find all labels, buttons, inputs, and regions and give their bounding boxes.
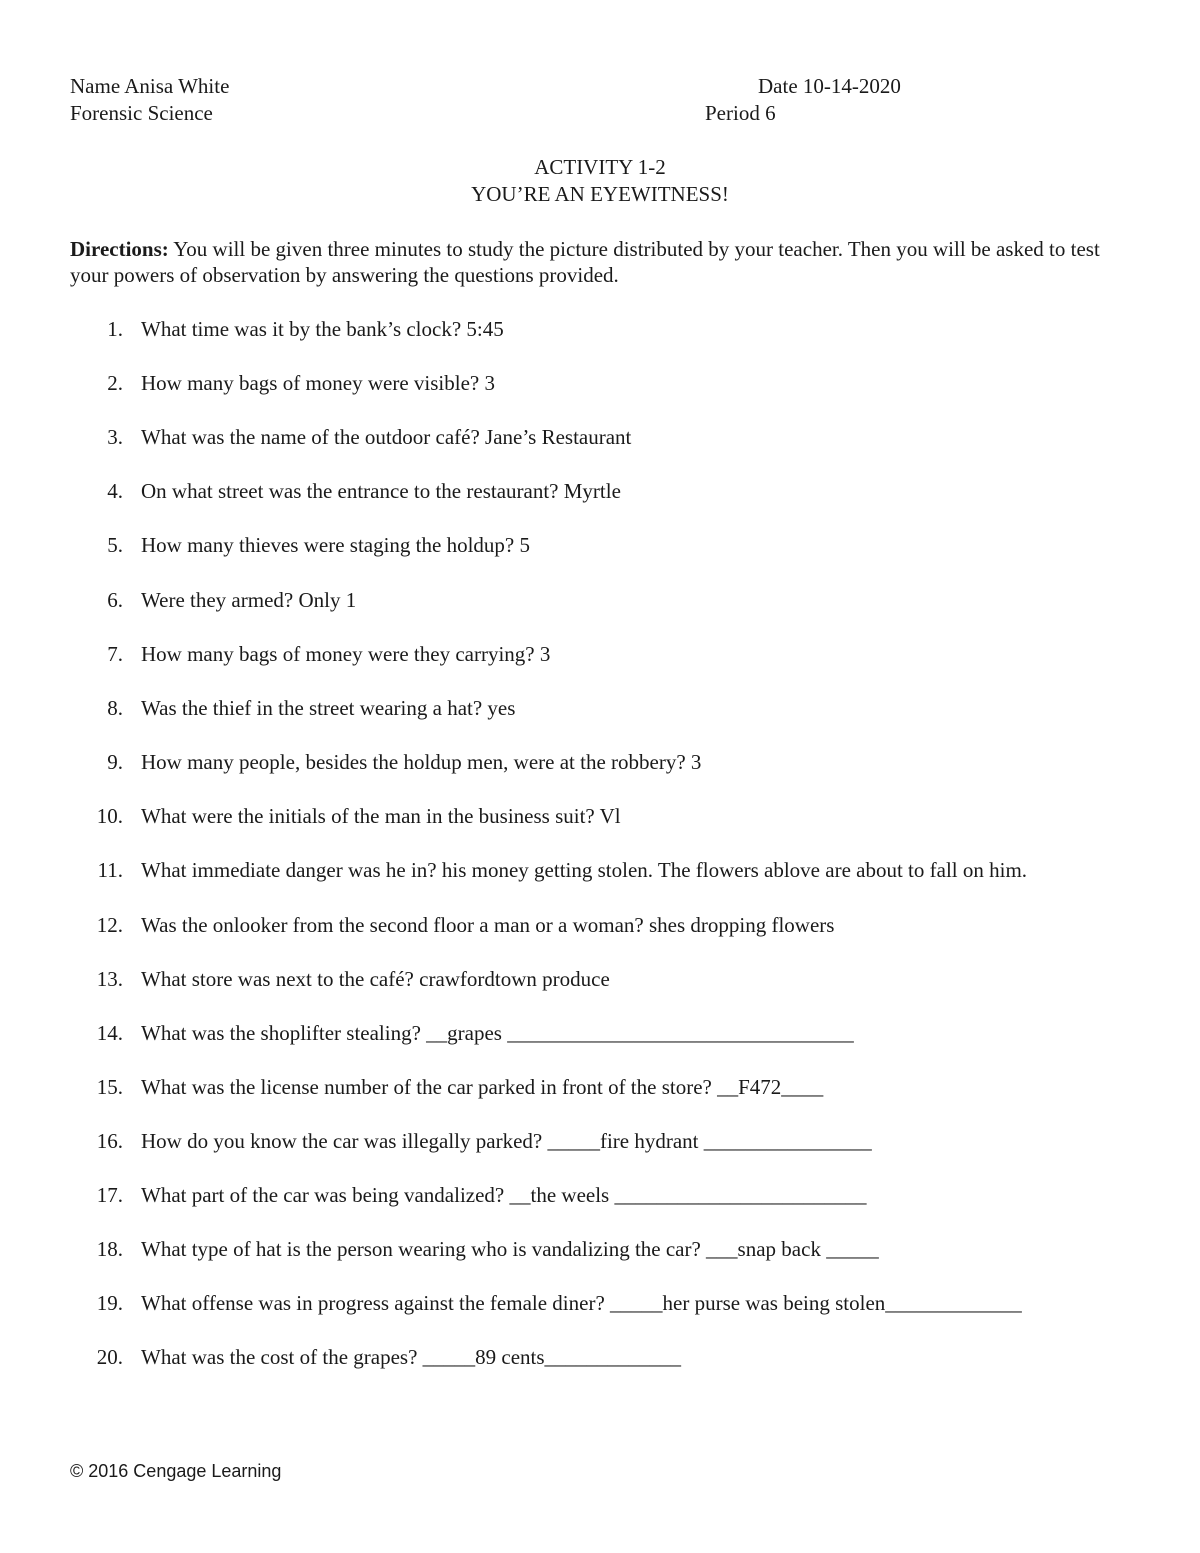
question-number: 2.	[107, 371, 123, 395]
question-text: What was the name of the outdoor café? Jane’s Restaurant	[141, 425, 632, 449]
date-field: Date 10-14-2020	[758, 74, 901, 98]
class-period: Period 6	[705, 101, 776, 125]
question-text: How many bags of money were they carrying? 3	[141, 642, 551, 666]
question-number: 14.	[96, 1021, 123, 1045]
question-text: What time was it by the bank’s clock? 5:45	[141, 317, 504, 341]
question-text: What type of hat is the person wearing who is vandalizing the car? ___snap back _____	[141, 1237, 879, 1261]
question-number: 15.	[96, 1075, 123, 1099]
question-text: What was the license number of the car parked in front of the store? __F472____	[141, 1075, 824, 1099]
question-text: On what street was the entrance to the restaurant? Myrtle	[141, 479, 621, 503]
question-number: 6.	[107, 588, 123, 612]
question-number: 12.	[96, 913, 123, 937]
activity-title: ACTIVITY 1-2	[534, 155, 666, 179]
question-text: How do you know the car was illegally parked? _____fire hydrant ________________	[141, 1129, 872, 1153]
question-number: 4.	[107, 479, 123, 503]
question-number: 13.	[96, 967, 123, 991]
question-number: 7.	[107, 642, 123, 666]
question-number: 18.	[96, 1237, 123, 1261]
question-number: 5.	[107, 533, 123, 557]
question-number: 19.	[96, 1291, 123, 1315]
question-text: What immediate danger was he in? his money getting stolen. The flowers ablove are about to fall on him.	[141, 858, 1028, 882]
question-text: What was the cost of the grapes? _____89 cents_____________	[141, 1345, 682, 1369]
copyright-notice: © 2016 Cengage Learning	[70, 1461, 282, 1481]
question-text: How many bags of money were visible? 3	[141, 371, 495, 395]
question-text: How many thieves were staging the holdup? 5	[141, 533, 530, 557]
student-name: Name Anisa White	[70, 74, 230, 98]
question-text: Was the thief in the street wearing a hat? yes	[141, 696, 516, 720]
question-text: What was the shoplifter stealing? __grapes _________________________________	[141, 1021, 854, 1045]
question-number: 1.	[107, 317, 123, 341]
question-number: 20.	[96, 1345, 123, 1369]
question-text: What offense was in progress against the female diner? _____her purse was being stolen_____________	[141, 1291, 1022, 1315]
question-number: 16.	[96, 1129, 123, 1153]
question-text: What part of the car was being vandalized? __the weels ________________________	[141, 1183, 867, 1207]
question-number: 10.	[96, 804, 123, 828]
question-number: 3.	[107, 425, 123, 449]
directions-paragraph	[70, 236, 1130, 288]
question-number: 8.	[107, 696, 123, 720]
question-number: 17.	[96, 1183, 123, 1207]
question-number: 9.	[107, 750, 123, 774]
course-name: Forensic Science	[70, 101, 213, 125]
question-text: What were the initials of the man in the business suit? Vl	[141, 804, 621, 828]
question-text: Were they armed? Only 1	[141, 588, 357, 612]
directions-label: Directions:	[70, 237, 169, 261]
question-text: How many people, besides the holdup men, were at the robbery? 3	[141, 750, 702, 774]
directions-text: You will be given three minutes to study the picture distributed by your teacher. Then you will be asked to test your powers of observation by answering the questions provided.	[70, 237, 1100, 287]
question-text: Was the onlooker from the second floor a man or a woman? shes dropping flowers	[141, 913, 835, 937]
activity-subtitle: YOU’RE AN EYEWITNESS!	[471, 182, 729, 206]
question-text: What store was next to the café? crawfordtown produce	[141, 967, 610, 991]
question-number: 11.	[97, 858, 123, 882]
